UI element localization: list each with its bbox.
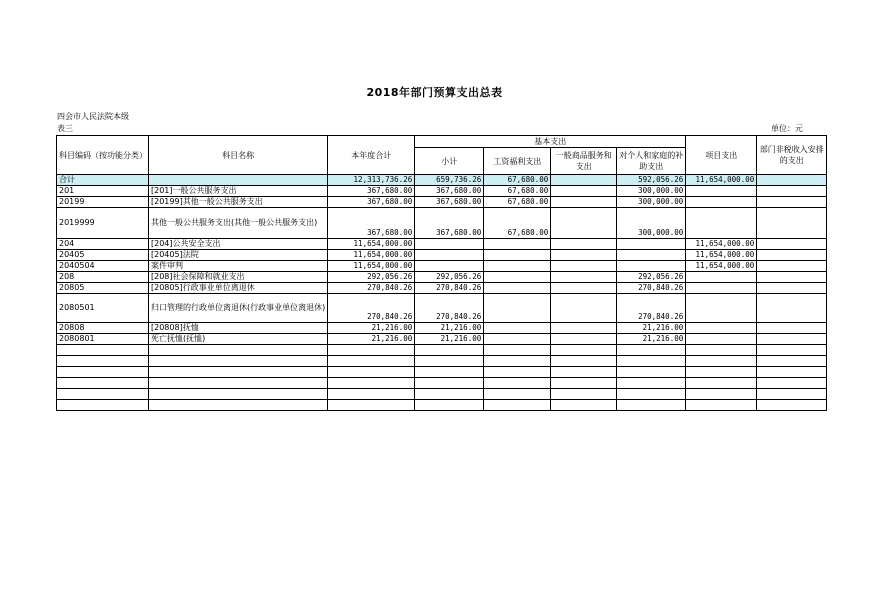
cell-name: [204]公共安全支出 [149, 239, 328, 250]
cell-total: 11,654,000.00 [328, 250, 415, 261]
cell-goods [551, 272, 617, 283]
cell-name: 归口管理的行政单位离退休(行政事业单位离退休) [149, 294, 328, 323]
cell-total: 21,216.00 [328, 323, 415, 334]
cell-goods [551, 283, 617, 294]
cell-subtotal: 367,680.00 [415, 208, 484, 239]
cell-goods [551, 208, 617, 239]
cell-project [686, 208, 757, 239]
cell-salary [484, 261, 551, 272]
empty-row [57, 367, 827, 378]
cell-project [686, 323, 757, 334]
table-row [57, 294, 827, 323]
cell-code: 20199 [57, 197, 149, 208]
cell-code: 2080501 [57, 294, 149, 323]
cell-name: [20199]其他一般公共服务支出 [149, 197, 328, 208]
cell-name: [201]一般公共服务支出 [149, 186, 328, 197]
cell-personal [617, 250, 686, 261]
empty-row [57, 378, 827, 389]
cell-goods [551, 261, 617, 272]
cell-personal: 300,000.00 [617, 208, 686, 239]
table-row [57, 186, 827, 197]
cell-nontax [757, 261, 827, 272]
cell-project [686, 283, 757, 294]
cell-total: 270,840.26 [328, 283, 415, 294]
cell-nontax [757, 323, 827, 334]
report-title: 2018年部门预算支出总表 [366, 86, 503, 99]
table-row [57, 261, 827, 272]
cell-personal [617, 261, 686, 272]
cell-code: 20405 [57, 250, 149, 261]
cell-code: 2019999 [57, 208, 149, 239]
budget-table [56, 135, 827, 411]
cell-subtotal: 21,216.00 [415, 323, 484, 334]
organization-name: 四会市人民法院本级 [57, 112, 129, 121]
cell-name: 案件审判 [149, 261, 328, 272]
cell-project [686, 294, 757, 323]
header-project: 项目支出 [686, 136, 757, 175]
table-row [57, 334, 827, 345]
header-subtotal: 小计 [415, 148, 484, 175]
cell-subtotal: 659,736.26 [415, 175, 484, 186]
empty-row [57, 356, 827, 367]
cell-subtotal: 270,840.26 [415, 294, 484, 323]
cell-salary [484, 334, 551, 345]
table-row [57, 175, 827, 186]
cell-code: 20805 [57, 283, 149, 294]
cell-personal [617, 239, 686, 250]
cell-nontax [757, 186, 827, 197]
cell-personal: 592,056.26 [617, 175, 686, 186]
header-personal: 对个人和家庭的补助支出 [617, 148, 686, 175]
cell-total: 292,056.26 [328, 272, 415, 283]
cell-nontax [757, 250, 827, 261]
cell-salary: 67,680.00 [484, 197, 551, 208]
header-salary: 工资福利支出 [484, 148, 551, 175]
cell-total: 367,680.00 [328, 208, 415, 239]
cell-total: 270,840.26 [328, 294, 415, 323]
cell-salary [484, 250, 551, 261]
empty-row [57, 345, 827, 356]
cell-nontax [757, 334, 827, 345]
cell-total: 11,654,000.00 [328, 261, 415, 272]
cell-code: 2040504 [57, 261, 149, 272]
cell-code: 20808 [57, 323, 149, 334]
cell-subtotal [415, 250, 484, 261]
cell-goods [551, 186, 617, 197]
cell-name: [20405]法院 [149, 250, 328, 261]
cell-goods [551, 250, 617, 261]
cell-salary [484, 272, 551, 283]
cell-goods [551, 323, 617, 334]
cell-nontax [757, 239, 827, 250]
cell-project [686, 186, 757, 197]
cell-subtotal: 367,680.00 [415, 197, 484, 208]
cell-total: 12,313,736.26 [328, 175, 415, 186]
cell-code: 201 [57, 186, 149, 197]
cell-nontax [757, 272, 827, 283]
cell-nontax [757, 208, 827, 239]
cell-subtotal: 292,056.26 [415, 272, 484, 283]
cell-project: 11,654,000.00 [686, 175, 757, 186]
cell-goods [551, 334, 617, 345]
table-row [57, 239, 827, 250]
cell-nontax [757, 283, 827, 294]
table-row [57, 283, 827, 294]
cell-total: 367,680.00 [328, 186, 415, 197]
empty-row [57, 389, 827, 400]
cell-name: [208]社会保障和就业支出 [149, 272, 328, 283]
table-row [57, 208, 827, 239]
cell-goods [551, 294, 617, 323]
header-code: 科目编码（按功能分类） [57, 136, 149, 175]
cell-project [686, 334, 757, 345]
cell-salary [484, 323, 551, 334]
cell-goods [551, 175, 617, 186]
cell-goods [551, 197, 617, 208]
cell-code: 204 [57, 239, 149, 250]
cell-project: 11,654,000.00 [686, 239, 757, 250]
cell-project [686, 272, 757, 283]
table-row [57, 250, 827, 261]
empty-row [57, 400, 827, 411]
cell-name: [20805]行政事业单位离退休 [149, 283, 328, 294]
cell-salary [484, 239, 551, 250]
cell-subtotal: 270,840.26 [415, 283, 484, 294]
cell-personal: 270,840.26 [617, 294, 686, 323]
cell-salary: 67,680.00 [484, 175, 551, 186]
cell-total: 367,680.00 [328, 197, 415, 208]
cell-salary [484, 294, 551, 323]
cell-project [686, 197, 757, 208]
cell-personal: 300,000.00 [617, 197, 686, 208]
cell-nontax [757, 197, 827, 208]
header-basic: 基本支出 [415, 136, 686, 148]
unit-label: 单位：元 [771, 124, 803, 133]
table-row [57, 323, 827, 334]
cell-code: 2080801 [57, 334, 149, 345]
cell-personal: 21,216.00 [617, 334, 686, 345]
cell-nontax [757, 294, 827, 323]
cell-project: 11,654,000.00 [686, 250, 757, 261]
header-total: 本年度合计 [328, 136, 415, 175]
cell-nontax [757, 175, 827, 186]
cell-project: 11,654,000.00 [686, 261, 757, 272]
cell-name: [20808]抚恤 [149, 323, 328, 334]
cell-total: 11,654,000.00 [328, 239, 415, 250]
cell-personal: 300,000.00 [617, 186, 686, 197]
cell-total: 21,216.00 [328, 334, 415, 345]
cell-subtotal: 367,680.00 [415, 186, 484, 197]
table-row [57, 197, 827, 208]
table-row [57, 272, 827, 283]
cell-salary: 67,680.00 [484, 208, 551, 239]
cell-subtotal: 21,216.00 [415, 334, 484, 345]
table-number: 表三 [57, 124, 73, 133]
cell-goods [551, 239, 617, 250]
cell-personal: 21,216.00 [617, 323, 686, 334]
cell-name [149, 175, 328, 186]
cell-salary [484, 283, 551, 294]
header-nontax: 部门非税收入安排的支出 [757, 136, 827, 175]
cell-code: 合计 [57, 175, 149, 186]
cell-personal: 270,840.26 [617, 283, 686, 294]
header-name: 科目名称 [149, 136, 328, 175]
cell-salary: 67,680.00 [484, 186, 551, 197]
cell-subtotal [415, 239, 484, 250]
header-goods: 一般商品服务和支出 [551, 148, 617, 175]
cell-name: 其他一般公共服务支出(其他一般公共服务支出) [149, 208, 328, 239]
cell-name: 死亡抚恤(抚恤) [149, 334, 328, 345]
cell-personal: 292,056.26 [617, 272, 686, 283]
cell-code: 208 [57, 272, 149, 283]
cell-subtotal [415, 261, 484, 272]
